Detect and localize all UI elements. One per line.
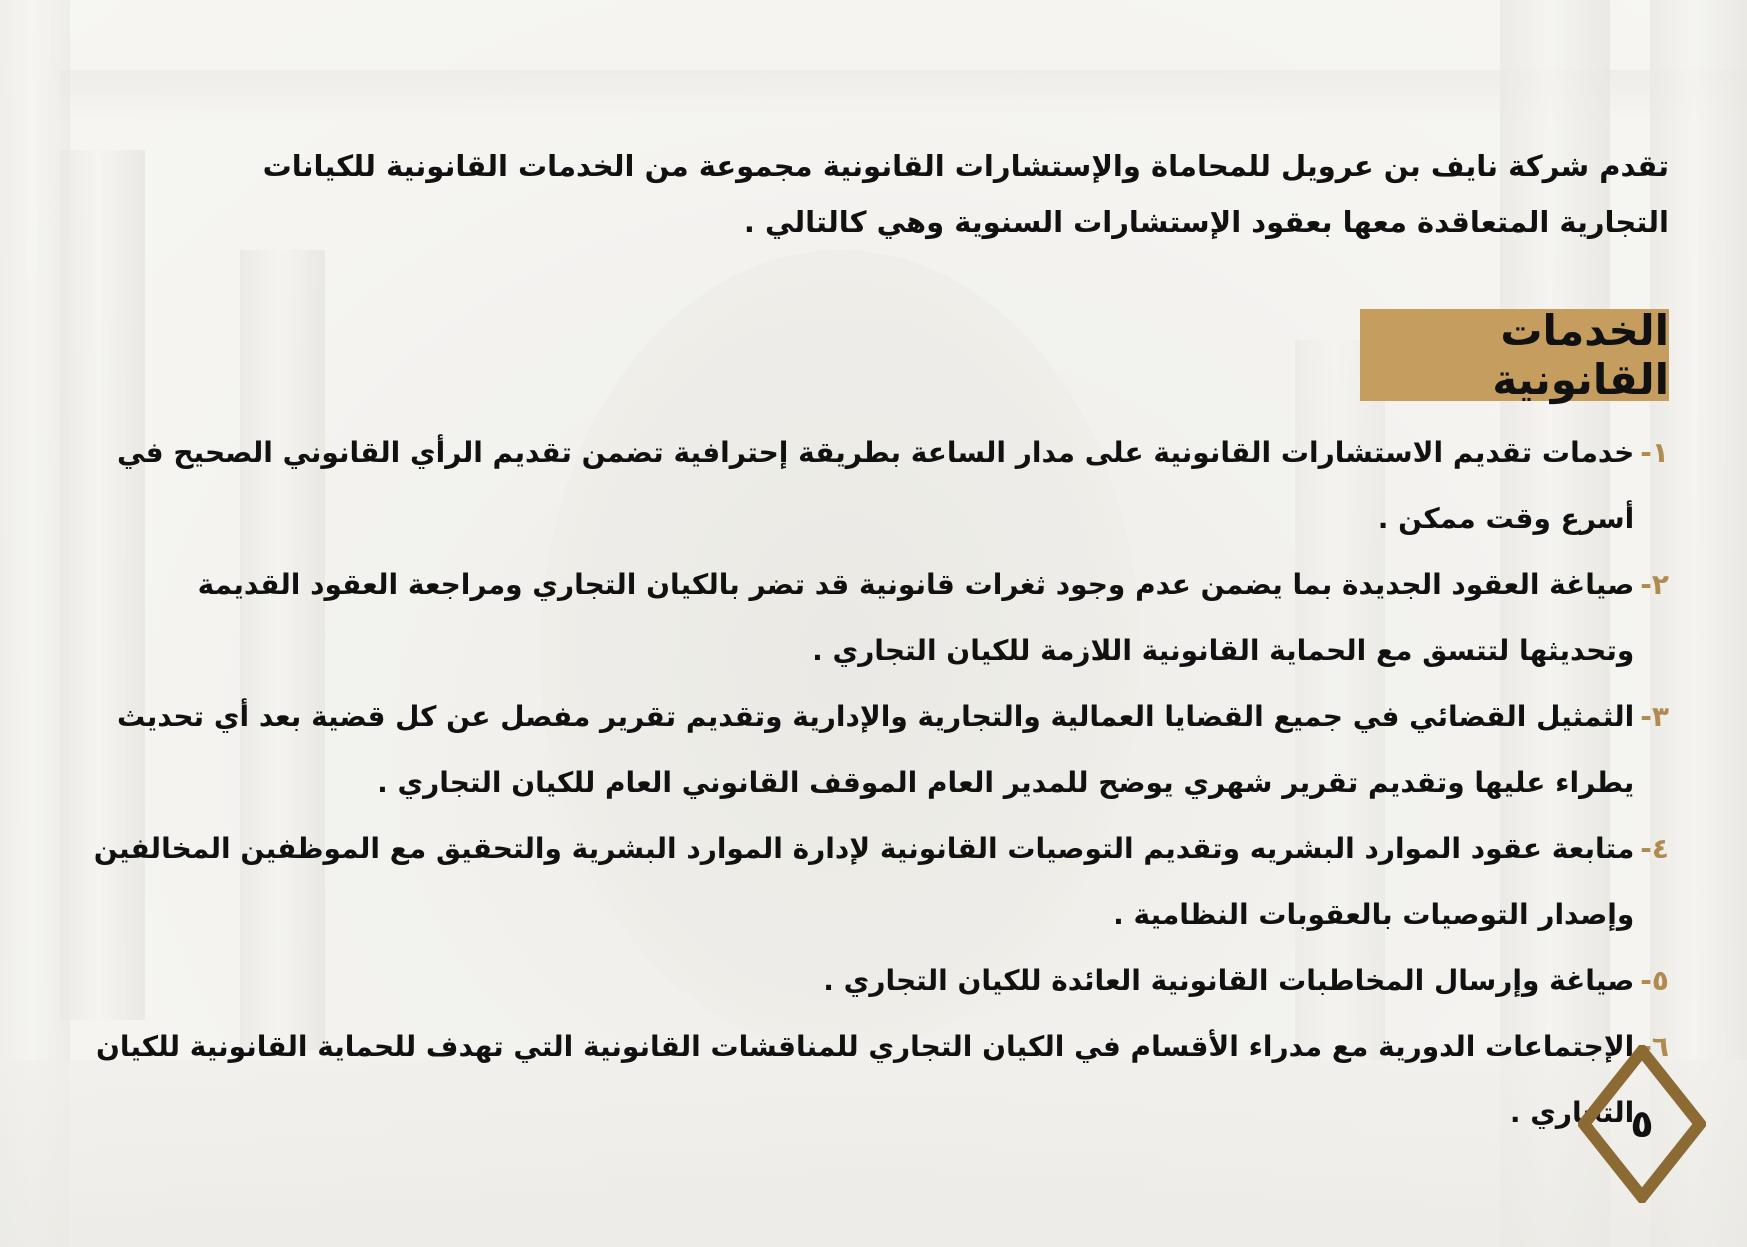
item-text: صياغة العقود الجديدة بما يضمن عدم وجود ثغرات قانونية قد تضر بالكيان التجاري ومراجعة العقود القديمة وتحديثها لتتسق مع الحماية القانونية اللازمة للكيان التجاري . [197, 568, 1635, 667]
item-number: ٦- [1640, 1030, 1669, 1063]
item-text: الإجتماعات الدورية مع مدراء الأقسام في الكيان التجاري للمناقشات القانونية التي تهدف للحماية القانونية للكيان التجاري . [95, 1030, 1635, 1129]
item-text: متابعة عقود الموارد البشريه وتقديم التوصيات القانونية لإدارة الموارد البشرية والتحقيق مع الموظفين المخالفين وإصدار التوصيات بالعقوبات النظامية . [93, 832, 1635, 931]
item-number: ٥- [1640, 964, 1669, 997]
item-number: ١- [1640, 436, 1669, 469]
list-item [89, 552, 1669, 684]
item-text: الثمثيل القضائي في جميع القضايا العمالية والتجارية والإدارية وتقديم تقرير مفصل عن كل قضية بعد أي تحديث يطراء عليها وتقديم تقرير شهري يوضح للمدير العام الموقف القانوني العام للكيان التجاري . [117, 700, 1635, 799]
list-item [89, 816, 1669, 948]
page-number-badge [1578, 1045, 1706, 1203]
item-number: ٢- [1640, 568, 1669, 601]
list-item [89, 420, 1669, 552]
list-item [89, 1014, 1669, 1146]
item-number: ٤- [1640, 832, 1669, 865]
item-text: صياغة وإرسال المخاطبات القانونية العائدة للكيان التجاري . [823, 964, 1635, 997]
list-item [89, 948, 1669, 1014]
services-list [89, 420, 1669, 1146]
section-title: الخدمات القانونية [1360, 309, 1669, 401]
intro-paragraph: تقدم شركة نايف بن عرويل للمحاماة والإستشارات القانونية مجموعة من الخدمات القانونية للكيانات التجارية المتعاقدة معها بعقود الإستشارات السنوية وهي كالتالي . [262, 149, 1669, 239]
item-number: ٣- [1640, 700, 1669, 733]
list-item [89, 684, 1669, 816]
page-number: ٥ [1630, 1102, 1654, 1146]
item-text: خدمات تقديم الاستشارات القانونية على مدار الساعة بطريقة إحترافية تضمن تقديم الرأي القانوني الصحيح في أسرع وقت ممكن . [116, 436, 1635, 535]
